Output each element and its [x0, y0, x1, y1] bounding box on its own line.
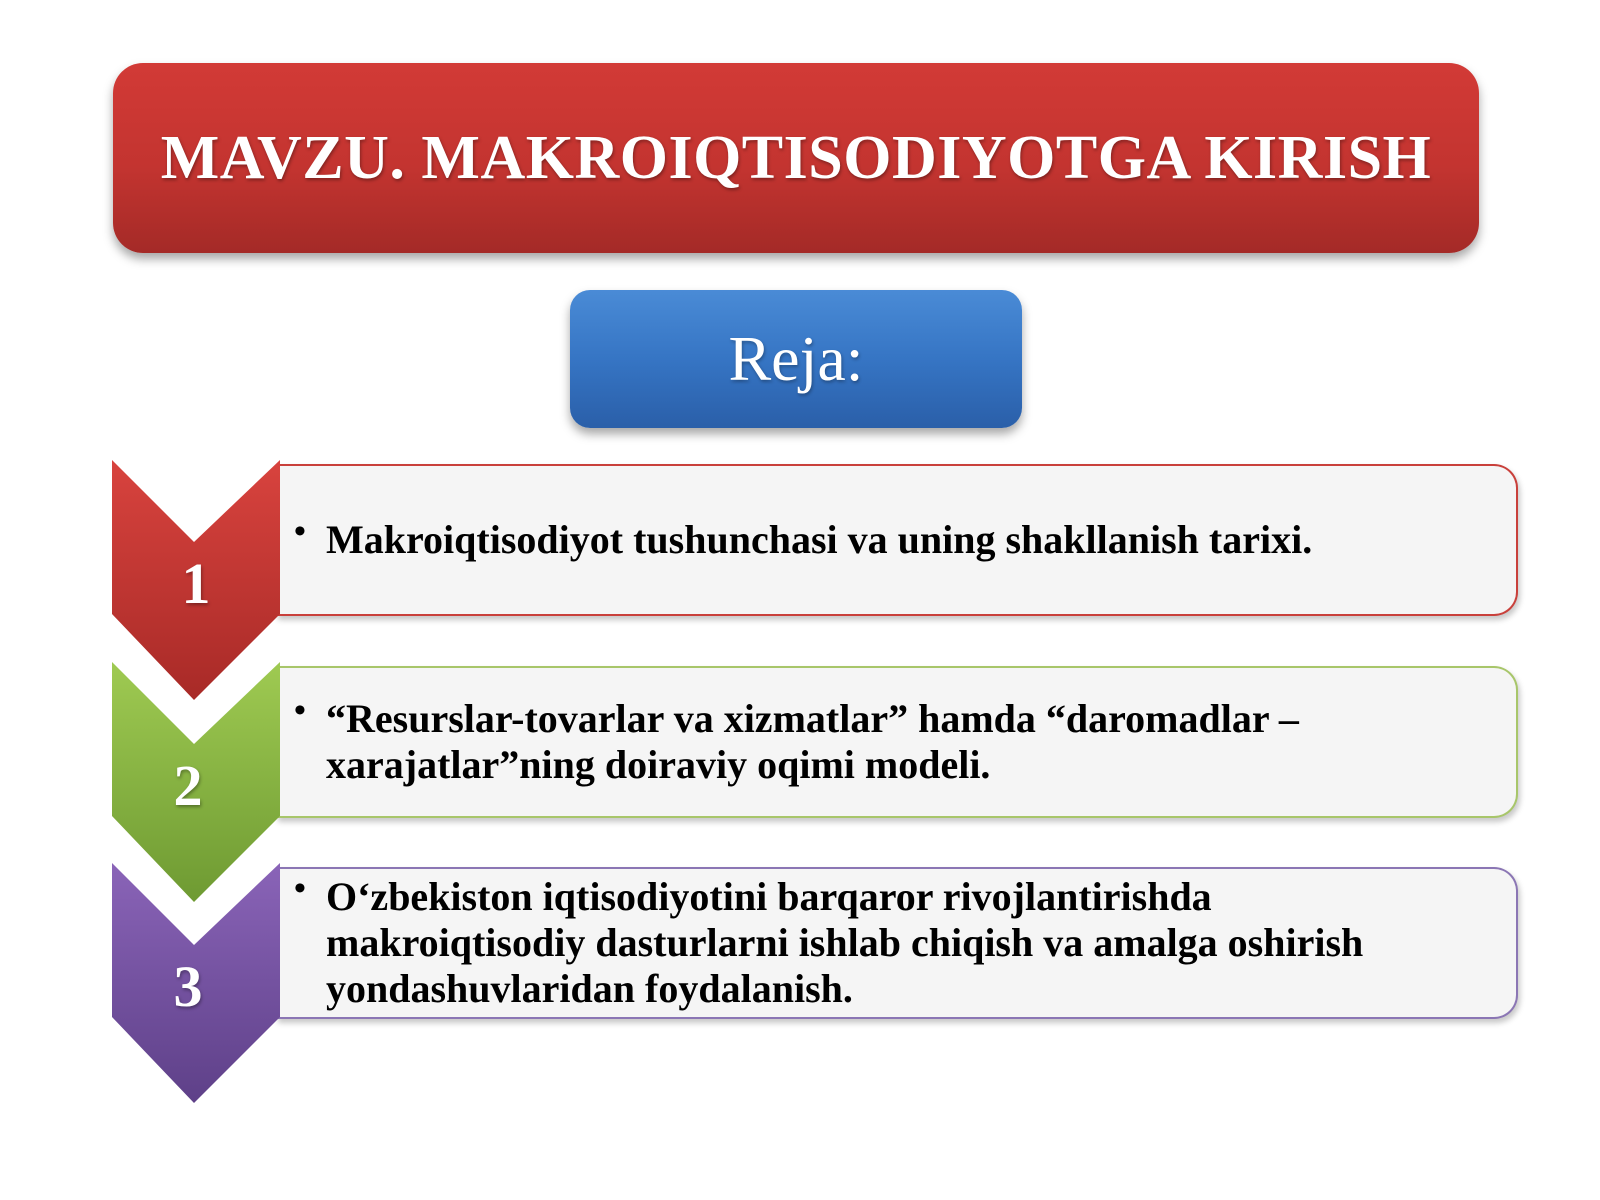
list-item-text: O‘zbekiston iqtisodiyotini barqaror rivojlantirishda makroiqtisodiy dasturlarni ishlab chiqish va amalga oshirish yondashuvlaridan foydalanish. [326, 874, 1364, 1011]
item-number-3: 3 [173, 954, 203, 1019]
plan-banner [570, 290, 1022, 428]
plan-label: Reja: [728, 323, 864, 394]
slide-title: MAVZU. MAKROIQTISODIYOTGA KIRISH [160, 123, 1432, 192]
bullet-icon: • [294, 513, 306, 550]
list-item-1 [276, 464, 1518, 616]
bullet-icon: • [294, 692, 306, 729]
list-item-2 [276, 666, 1518, 818]
item-number-1: 1 [181, 551, 211, 616]
item-number-2: 2 [173, 753, 203, 818]
bullet-icon: • [294, 870, 306, 907]
title-banner [113, 63, 1479, 253]
list-item-text: “Resurslar-tovarlar va xizmatlar” hamda “daromadlar – xarajatlar”ning doiraviy oqimi modeli. [326, 696, 1299, 787]
list-item-text: Makroiqtisodiyot tushunchasi va uning shakllanish tarixi. [326, 517, 1313, 562]
list-item-3 [276, 867, 1518, 1019]
